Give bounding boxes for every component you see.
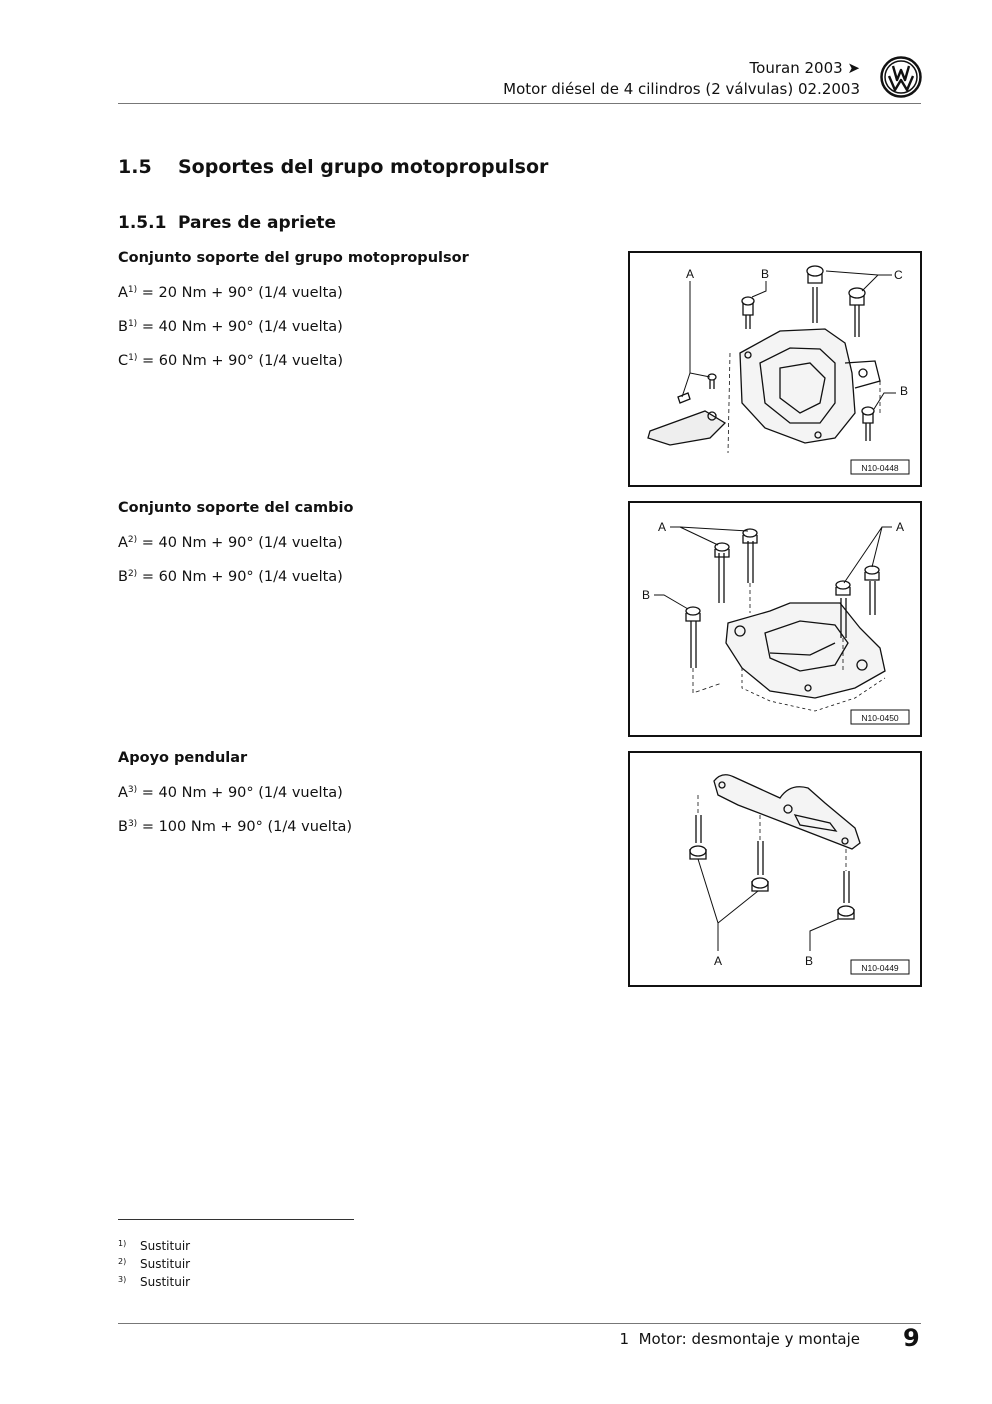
spec-note: 1) xyxy=(127,319,138,329)
figure-gearbox-mount xyxy=(628,501,922,737)
figure-label: B xyxy=(642,588,651,602)
figure-label: B xyxy=(900,384,909,398)
spec-letter: A xyxy=(118,285,128,301)
figure-code: N10-0450 xyxy=(861,713,899,723)
subsection-heading xyxy=(118,213,336,233)
group-title-gearbox-mount: Conjunto soporte del cambio xyxy=(118,500,354,516)
figure-label: A xyxy=(896,520,905,534)
header-rule xyxy=(118,103,921,104)
group-title-engine-mount: Conjunto soporte del grupo motopropulsor xyxy=(118,250,469,266)
spec-value: = 40 Nm + 90° (1/4 vuelta) xyxy=(141,785,343,801)
subsection-title: Pares de apriete xyxy=(178,213,337,233)
figure-label: A xyxy=(686,267,695,281)
footnote-text: Sustituir xyxy=(140,1257,191,1271)
spec-letter: B xyxy=(118,319,128,335)
page-number: 9 xyxy=(903,1324,920,1352)
vw-logo-icon xyxy=(880,56,922,98)
spec-value: = 20 Nm + 90° (1/4 vuelta) xyxy=(141,285,343,301)
pendulum-support-drawing xyxy=(690,775,860,951)
spec-letter: A xyxy=(118,785,128,801)
section-title: Soportes del grupo motopropulsor xyxy=(178,156,549,178)
spec-row xyxy=(118,569,343,585)
spec-note: 1) xyxy=(128,353,138,363)
figure-label: A xyxy=(658,520,667,534)
spec-note: 3) xyxy=(127,785,138,795)
spec-note: 2) xyxy=(127,569,138,579)
spec-row xyxy=(118,353,343,369)
footer-chapter: 1 Motor: desmontaje y montaje xyxy=(619,1330,860,1348)
spec-value: = 40 Nm + 90° (1/4 vuelta) xyxy=(141,535,343,551)
spec-row xyxy=(118,819,352,835)
spec-letter: B xyxy=(118,569,128,585)
spec-note: 2) xyxy=(127,535,138,545)
figure-code: N10-0448 xyxy=(861,463,899,473)
footnote-mark: 2) xyxy=(118,1257,127,1266)
spec-letter: A xyxy=(118,535,128,551)
section-heading xyxy=(118,156,548,178)
figure-label: C xyxy=(894,268,903,282)
spec-value: = 60 Nm + 90° (1/4 vuelta) xyxy=(141,569,343,585)
spec-note: 3) xyxy=(127,819,138,829)
spec-row xyxy=(118,535,343,551)
footer-rule xyxy=(118,1323,921,1324)
spec-note: 1) xyxy=(127,285,138,295)
figure-label: B xyxy=(761,267,770,281)
footnote-text: Sustituir xyxy=(140,1275,191,1289)
figure-code: N10-0449 xyxy=(861,963,899,973)
engine-mount-drawing xyxy=(648,266,896,453)
gearbox-mount-drawing xyxy=(654,527,892,711)
spec-row xyxy=(118,285,343,301)
figure-label: B xyxy=(805,954,814,968)
figure-pendulum-support xyxy=(628,751,922,987)
spec-letter: C xyxy=(118,353,129,369)
footnote-mark: 3) xyxy=(118,1275,127,1284)
spec-letter: B xyxy=(118,819,128,835)
spec-value: = 40 Nm + 90° (1/4 vuelta) xyxy=(141,319,343,335)
footnote-mark: 1) xyxy=(118,1239,127,1248)
figure-engine-mount xyxy=(628,251,922,487)
subsection-number: 1.5.1 xyxy=(118,213,167,233)
group-title-pendulum-support: Apoyo pendular xyxy=(118,750,248,766)
page-header xyxy=(503,58,860,100)
spec-value: = 60 Nm + 90° (1/4 vuelta) xyxy=(141,353,344,369)
header-model: Touran 2003 ➤ xyxy=(749,59,860,77)
footnote xyxy=(118,1239,190,1253)
figure-label: A xyxy=(714,954,723,968)
spec-value: = 100 Nm + 90° (1/4 vuelta) xyxy=(141,819,353,835)
footnote xyxy=(118,1275,190,1289)
section-number: 1.5 xyxy=(118,156,152,178)
footnote-text: Sustituir xyxy=(140,1239,191,1253)
header-engine: Motor diésel de 4 cilindros (2 válvulas) 02.2003 xyxy=(503,80,860,98)
footnote-rule xyxy=(118,1219,354,1220)
spec-row xyxy=(118,785,343,801)
footnote xyxy=(118,1257,190,1271)
spec-row xyxy=(118,319,343,335)
